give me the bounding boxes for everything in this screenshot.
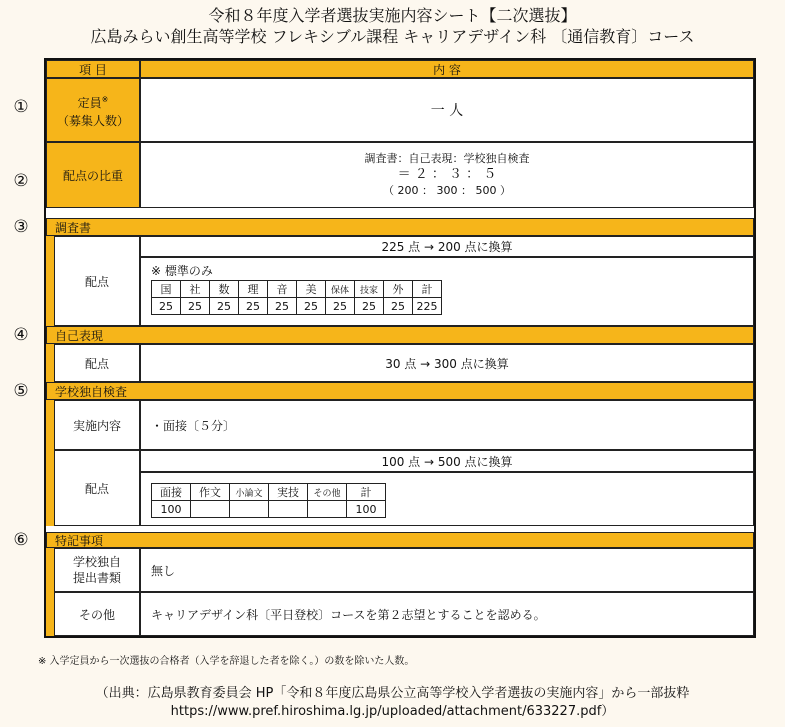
subject-cell: 音 [268, 281, 297, 298]
special-other-value: キャリアデザイン科〔平日登校〕コースを第２志望とすることを認める。 [140, 592, 754, 636]
exam-score-cell [230, 501, 269, 518]
exam-item-cell: 小論文 [230, 484, 269, 501]
header-content: 内 容 [140, 60, 754, 78]
school-exam-detail-cell [140, 472, 754, 526]
subject-cell: 技家 [355, 281, 384, 298]
ratio-line-1: 調査書：自己表現：学校独自検査 [364, 152, 530, 165]
row-number-5: ⑤ [13, 381, 29, 401]
subject-cell: 保体 [326, 281, 355, 298]
score-cell: 25 [268, 298, 297, 315]
score-cell: 25 [152, 298, 181, 315]
special-other-label: その他 [54, 592, 140, 636]
subject-cell: 理 [239, 281, 268, 298]
report-label: 配点 [54, 236, 140, 326]
subject-cell: 美 [297, 281, 326, 298]
special-section-header: 特記事項 [46, 532, 754, 548]
self-expression-section-header: 自己表現 [46, 326, 754, 344]
score-cell: 25 [210, 298, 239, 315]
exam-score-cell: 100 [347, 501, 386, 518]
ratio-label: 配点の比重 [46, 142, 140, 208]
score-cell: 225 [413, 298, 442, 315]
exam-score-cell [269, 501, 308, 518]
report-score-table [151, 280, 442, 315]
row-number-4: ④ [13, 325, 29, 345]
exam-item-cell: 面接 [152, 484, 191, 501]
capacity-sub: （募集人数） [56, 113, 129, 128]
school-exam-conversion: 100 点 → 500 点に換算 [140, 450, 754, 472]
row-number-3: ③ [13, 217, 29, 237]
report-conversion: 225 点 → 200 点に換算 [140, 236, 754, 257]
school-exam-impl-value: ・面接〔５分〕 [140, 400, 754, 450]
capacity-mark: ※ [101, 94, 109, 104]
score-cell: 25 [384, 298, 413, 315]
special-docs-value: 無し [140, 548, 754, 592]
self-expression-label: 配点 [54, 344, 140, 382]
selection-sheet [44, 58, 756, 638]
ratio-line-3: （ 200 ： 300 ： 500 ） [383, 184, 511, 197]
school-exam-indent-bar [46, 400, 54, 526]
row-number-1: ① [13, 97, 29, 117]
capacity-label: 定員 [77, 95, 102, 110]
exam-score-cell: 100 [152, 501, 191, 518]
report-indent-bar [46, 236, 54, 326]
source-line-1: （出典：広島県教育委員会 HP「令和８年度広島県公立高等学校入学者選抜の実施内容」から一部抜粋 [95, 686, 690, 701]
report-note: ※ 標準のみ [151, 264, 213, 278]
school-exam-impl-label: 実施内容 [54, 400, 140, 450]
score-cell: 25 [239, 298, 268, 315]
exam-item-cell: その他 [308, 484, 347, 501]
special-docs-label-cell [54, 548, 140, 592]
report-section-header: 調査書 [46, 218, 754, 236]
score-cell: 25 [297, 298, 326, 315]
exam-item-cell: 実技 [269, 484, 308, 501]
school-exam-score-label: 配点 [54, 450, 140, 526]
header-item: 項 目 [46, 60, 140, 78]
score-cell: 25 [326, 298, 355, 315]
subject-cell: 社 [181, 281, 210, 298]
school-exam-score-table [151, 483, 386, 518]
self-expression-indent-bar [46, 344, 54, 382]
subject-cell: 国 [152, 281, 181, 298]
row-number-6: ⑥ [13, 530, 29, 550]
score-cell: 25 [181, 298, 210, 315]
special-docs-label-line-1: 学校独自 [72, 555, 121, 569]
subject-cell: 計 [413, 281, 442, 298]
exam-item-cell: 作文 [191, 484, 230, 501]
special-docs-label-line-2: 提出書類 [72, 571, 121, 585]
ratio-value-cell [140, 142, 754, 208]
title-line-1: 令和８年度入学者選抜実施内容シート【二次選抜】 [208, 6, 577, 25]
ratio-line-2: ＝ ２ ： ３ ： ５ [397, 167, 497, 182]
source-line-2: https://www.pref.hiroshima.lg.jp/uploaded/attachment/633227.pdf） [170, 704, 615, 719]
title-line-2: 広島みらい創生高等学校 フレキシブル課程 キャリアデザイン科 〔通信教育〕コース [90, 27, 695, 46]
subject-cell: 数 [210, 281, 239, 298]
special-indent-bar [46, 548, 54, 636]
self-expression-conversion: 30 点 → 300 点に換算 [140, 344, 754, 382]
exam-item-cell: 計 [347, 484, 386, 501]
school-exam-section-header: 学校独自検査 [46, 382, 754, 400]
exam-score-cell [308, 501, 347, 518]
capacity-label-cell [46, 78, 140, 142]
subject-cell: 外 [384, 281, 413, 298]
footnote: ※ 入学定員から一次選抜の合格者（入学を辞退した者を除く。）の数を除いた人数。 [38, 656, 415, 667]
capacity-value: 一 人 [140, 78, 754, 142]
row-number-2: ② [13, 171, 29, 191]
exam-score-cell [191, 501, 230, 518]
score-cell: 25 [355, 298, 384, 315]
report-detail-cell [140, 257, 754, 326]
